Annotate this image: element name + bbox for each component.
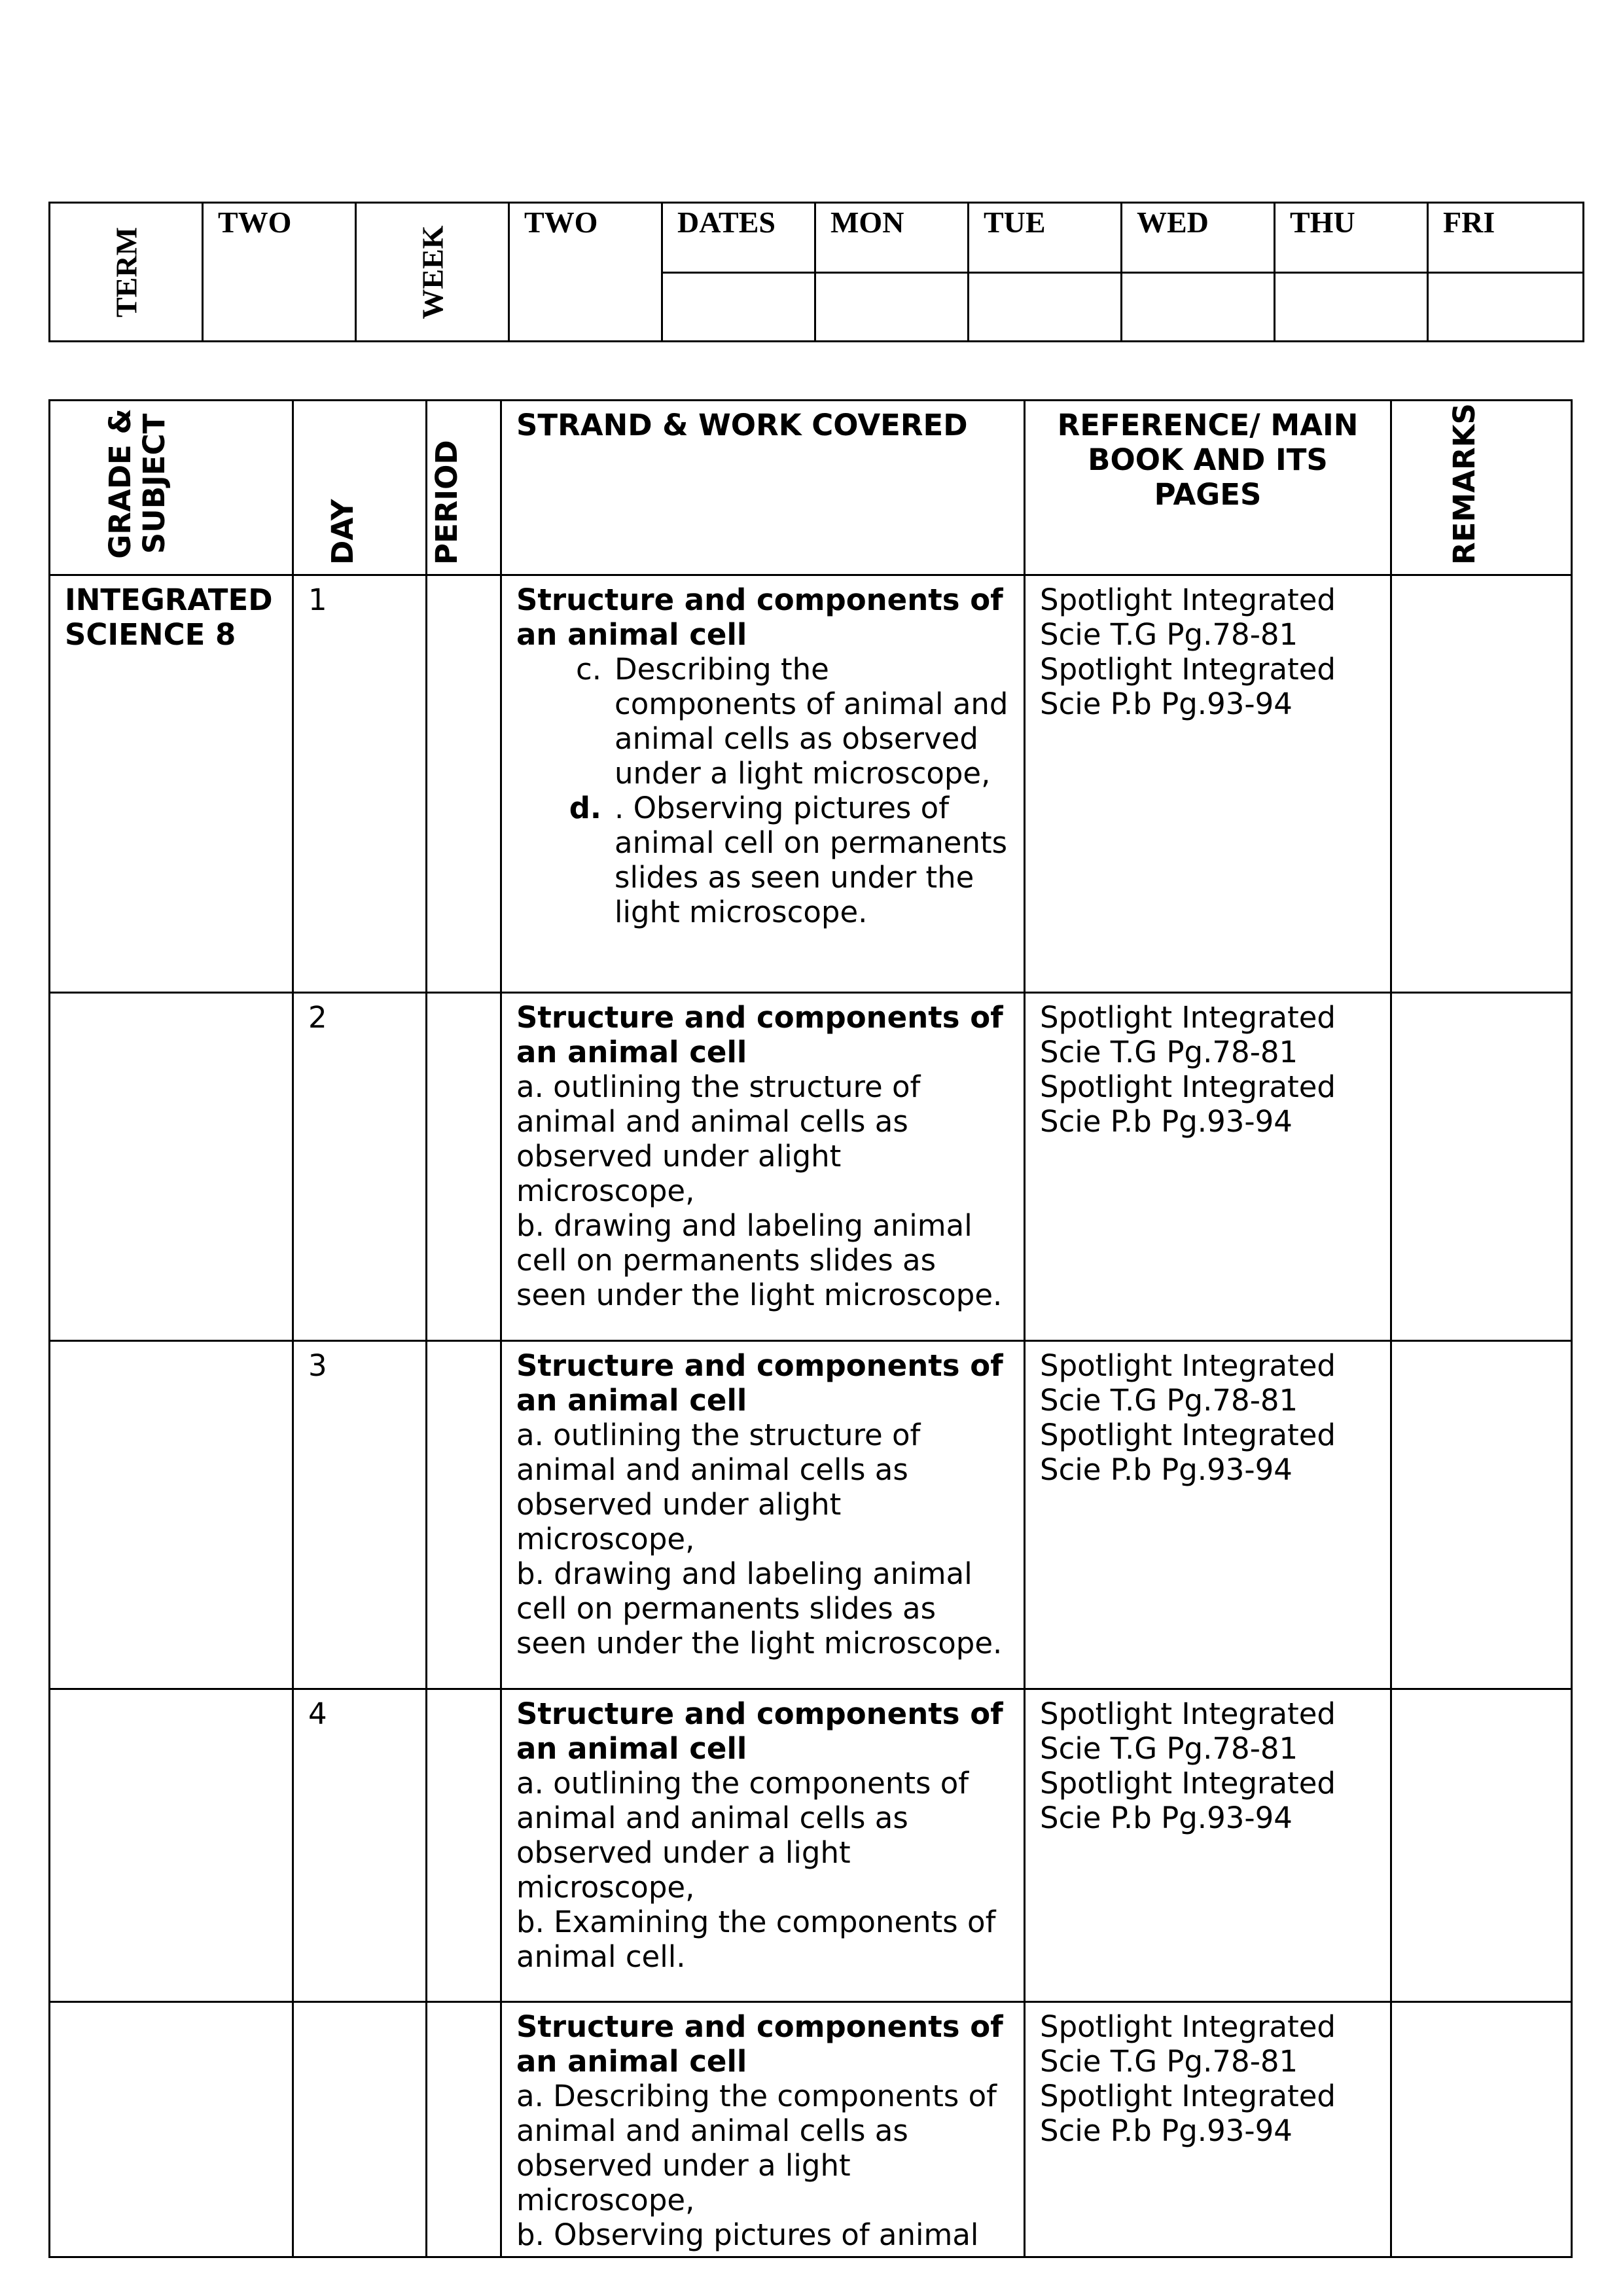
strand-cell <box>501 1689 1025 2002</box>
fri-date-cell <box>1428 273 1584 342</box>
day-thu-label: THU <box>1275 203 1428 273</box>
tue-date-cell <box>969 273 1122 342</box>
subject-cell <box>50 2002 293 2257</box>
dates-value-cell <box>662 273 815 342</box>
table-row <box>50 993 1572 1341</box>
strand-title: Structure and components of an animal cell <box>516 1348 1003 1418</box>
week-value: TWO <box>509 203 662 342</box>
day-cell: 1 <box>293 575 427 993</box>
thu-date-cell <box>1275 273 1428 342</box>
strand-title: Structure and components of an animal cell <box>516 1000 1003 1069</box>
col-header-reference: REFERENCE/ MAIN BOOK AND ITS PAGES <box>1025 401 1391 575</box>
period-cell <box>427 2002 501 2257</box>
remarks-cell <box>1391 1341 1572 1689</box>
reference-cell: Spotlight Integrated Scie T.G Pg.78-81 Spotlight Integrated Scie P.b Pg.93-94 <box>1025 1689 1391 2002</box>
strand-cell <box>501 993 1025 1341</box>
col-header-day <box>293 401 427 575</box>
dates-label: DATES <box>662 203 815 273</box>
term-week-header-table <box>48 202 1584 342</box>
list-item <box>516 652 1009 791</box>
subject-cell <box>50 1689 293 2002</box>
list-marker: c. <box>575 652 601 687</box>
strand-cell <box>501 575 1025 993</box>
strand-line: a. outlining the structure of animal and animal cells as observed under alight microscope, <box>516 1069 921 1208</box>
reference-cell: Spotlight Integrated Scie T.G Pg.78-81 Spotlight Integrated Scie P.b Pg.93-94 <box>1025 575 1391 993</box>
period-cell <box>427 1341 501 1689</box>
reference-cell: Spotlight Integrated Scie T.G Pg.78-81 Spotlight Integrated Scie P.b Pg.93-94 <box>1025 1341 1391 1689</box>
mon-date-cell <box>815 273 969 342</box>
strand-line: a. Describing the components of animal and animal cells as observed under a light microscope, <box>516 2079 997 2217</box>
col-header-period-label: PERIOD <box>429 440 464 565</box>
strand-line: a. outlining the structure of animal and animal cells as observed under alight microscope, <box>516 1418 921 1556</box>
col-header-grade-subject-label: GRADE & SUBJECT <box>102 408 171 559</box>
strand-line: b. drawing and labeling animal cell on permanents slides as seen under the light microscope. <box>516 1556 1003 1660</box>
strand-line: b. Observing pictures of animal <box>516 2217 979 2252</box>
reference-cell: Spotlight Integrated Scie T.G Pg.78-81 Spotlight Integrated Scie P.b Pg.93-94 <box>1025 993 1391 1341</box>
col-header-period <box>427 401 501 575</box>
list-marker: d. <box>569 791 601 825</box>
term-label-cell <box>50 203 203 342</box>
strand-line: a. outlining the components of animal and animal cells as observed under a light microscope, <box>516 1766 969 1905</box>
day-tue-label: TUE <box>969 203 1122 273</box>
day-mon-label: MON <box>815 203 969 273</box>
strand-list <box>516 652 1009 929</box>
table-row <box>50 1341 1572 1689</box>
term-value: TWO <box>203 203 356 342</box>
remarks-cell <box>1391 1689 1572 2002</box>
strand-cell <box>501 1341 1025 1689</box>
col-header-remarks-label: REMARKS <box>1446 403 1482 565</box>
remarks-cell <box>1391 993 1572 1341</box>
strand-title: Structure and components of an animal cell <box>516 2009 1003 2079</box>
col-header-strand: STRAND & WORK COVERED <box>501 401 1025 575</box>
strand-cell <box>501 2002 1025 2257</box>
subject-cell: INTEGRATED SCIENCE 8 <box>50 575 293 993</box>
table-header-row <box>50 401 1572 575</box>
list-text: . Observing pictures of animal cell on permanents slides as seen under the light microscope. <box>615 791 1008 929</box>
table-row <box>50 575 1572 993</box>
strand-title: Structure and components of an animal cell <box>516 583 1003 652</box>
lesson-plan-table <box>48 399 1573 2258</box>
reference-cell: Spotlight Integrated Scie T.G Pg.78-81 Spotlight Integrated Scie P.b Pg.93-94 <box>1025 2002 1391 2257</box>
day-cell: 2 <box>293 993 427 1341</box>
list-item <box>516 791 1009 929</box>
table-row <box>50 1689 1572 2002</box>
subject-cell <box>50 1341 293 1689</box>
strand-line: b. Examining the components of animal cell. <box>516 1905 996 1974</box>
subject-cell <box>50 993 293 1341</box>
col-header-grade-subject <box>50 401 293 575</box>
week-label: WEEK <box>416 224 449 319</box>
col-header-remarks <box>1391 401 1572 575</box>
strand-title: Structure and components of an animal cell <box>516 1696 1003 1766</box>
remarks-cell <box>1391 2002 1572 2257</box>
strand-line: b. drawing and labeling animal cell on permanents slides as seen under the light microscope. <box>516 1208 1003 1312</box>
day-cell <box>293 2002 427 2257</box>
term-label: TERM <box>109 226 143 317</box>
day-cell: 4 <box>293 1689 427 2002</box>
week-label-cell <box>356 203 509 342</box>
period-cell <box>427 993 501 1341</box>
day-cell: 3 <box>293 1341 427 1689</box>
list-text: Describing the components of animal and animal cells as observed under a light microscope, <box>615 652 1008 791</box>
period-cell <box>427 575 501 993</box>
period-cell <box>427 1689 501 2002</box>
wed-date-cell <box>1122 273 1275 342</box>
day-wed-label: WED <box>1122 203 1275 273</box>
remarks-cell <box>1391 575 1572 993</box>
col-header-day-label: DAY <box>325 499 360 565</box>
table-row <box>50 2002 1572 2257</box>
day-fri-label: FRI <box>1428 203 1584 273</box>
